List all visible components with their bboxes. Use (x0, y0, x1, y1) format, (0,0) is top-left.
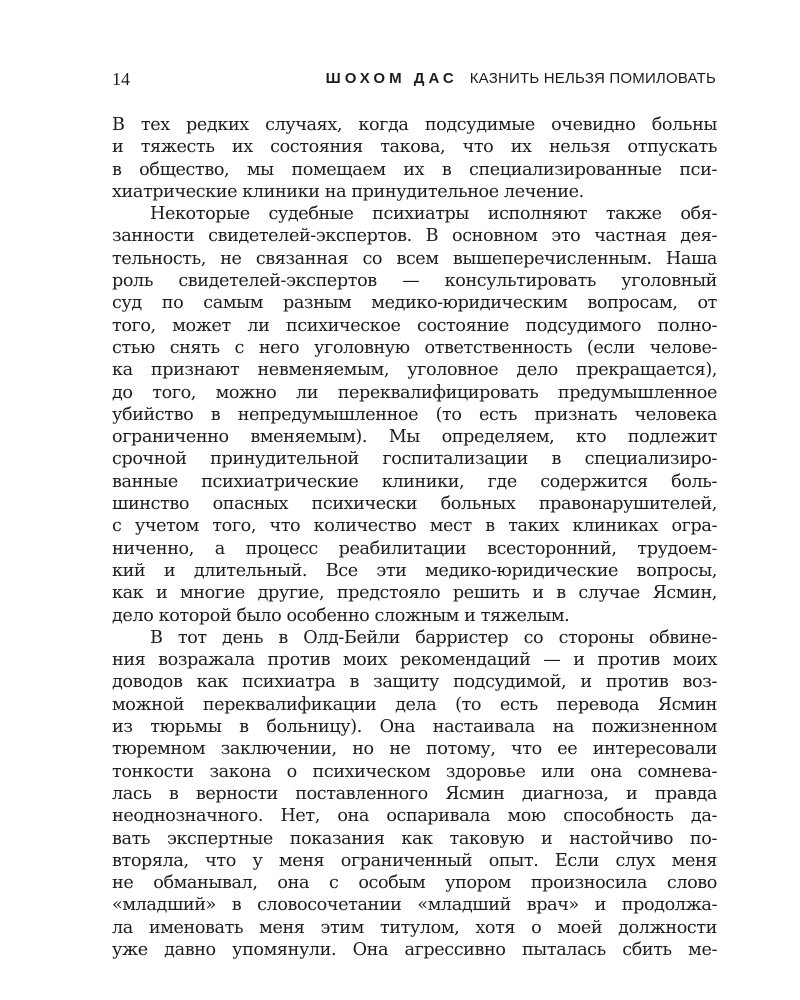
text-line: можной переквалификации дела (то есть перевода Ясмин (112, 694, 717, 715)
text-line: В тот день в Олд-Бейли барристер со стороны обвине- (150, 627, 717, 648)
text-line: тонкости закона о психическом здоровье или она сомнева- (112, 761, 717, 782)
page-number: 14 (112, 69, 130, 89)
text-line: не обманывал, она с особым упором произносила слово (112, 873, 717, 894)
text-line: дело которой было особенно сложным и тяжелым. (112, 605, 570, 626)
text-line: неоднозначного. Нет, она оспаривала мою способность да- (112, 806, 717, 827)
running-head-book-title: КАЗНИТЬ НЕЛЬЗЯ ПОМИЛОВАТЬ (469, 70, 716, 87)
text-line: до того, можно ли переквалифицировать предумышленное (112, 382, 717, 403)
text-line: из тюрьмы в больницу). Она настаивала на пожизненном (112, 717, 717, 738)
text-line: ния возражала против моих рекомендаций — и против моих (112, 650, 717, 671)
text-line: вать экспертные показания как таковую и настойчиво по- (112, 828, 717, 849)
text-line: суд по самым разным медико-юридическим вопросам, от (112, 293, 717, 314)
text-line: тюремном заключении, но не потому, что ее интересовали (112, 739, 717, 760)
text-line: ниченно, а процесс реабилитации всесторонний, трудоем- (112, 538, 717, 559)
text-line: уже давно упомянули. Она агрессивно пыталась сбить ме- (112, 939, 717, 960)
text-line: стью снять с него уголовную ответственность (если челове- (112, 337, 717, 358)
text-line: лась в верности поставленного Ясмин диагноза, и правда (112, 783, 717, 804)
text-line: занности свидетелей-экспертов. В основном это частная дея- (112, 226, 717, 247)
text-line: в общество, мы помещаем их в специализированные пси- (112, 159, 717, 180)
text-line: Некоторые судебные психиатры исполняют также обя- (150, 204, 717, 225)
text-line: и тяжесть их состояния такова, что их нельзя отпускать (112, 137, 717, 158)
text-line: с учетом того, что количество мест в таких клиниках огра- (112, 516, 717, 537)
text-line: тельность, не связанная со всем вышеперечисленным. Наша (112, 248, 717, 269)
text-line: того, может ли психическое состояние подсудимого полно- (112, 315, 717, 336)
text-line: срочной принудительной госпитализации в специализиро- (112, 449, 717, 470)
text-line: шинство опасных психически больных правонарушителей, (112, 494, 717, 515)
text-line: ла именовать меня этим титулом, хотя о моей должности (112, 917, 717, 938)
running-head-author: ШОХОМ ДАС (325, 70, 458, 87)
text-line: ка признают невменяемым, уголовное дело прекращается), (112, 360, 717, 381)
text-line: вторяла, что у меня ограниченный опыт. Если слух меня (112, 850, 717, 871)
text-line: доводов как психиатра в защиту подсудимой, и против воз- (112, 672, 717, 693)
text-line: кий и длительный. Все эти медико-юридические вопросы, (112, 560, 717, 581)
text-line: роль свидетелей-экспертов — консультировать уголовный (112, 271, 717, 292)
running-head (326, 68, 716, 90)
text-line: ванные психиатрические клиники, где содержится боль- (112, 471, 717, 492)
body-text (112, 114, 717, 961)
text-line: хиатрические клиники на принудительное лечение. (112, 181, 584, 202)
text-line: «младший» в словосочетании «младший врач» и продолжа- (112, 895, 717, 916)
text-line: ограниченно вменяемым). Мы определяем, кто подлежит (112, 427, 717, 448)
text-line: убийство в непредумышленное (то есть признать человека (112, 404, 717, 425)
text-line: В тех редких случаях, когда подсудимые очевидно больны (112, 115, 717, 135)
text-line: как и многие другие, предстояло решить и в случае Ясмин, (112, 583, 717, 604)
